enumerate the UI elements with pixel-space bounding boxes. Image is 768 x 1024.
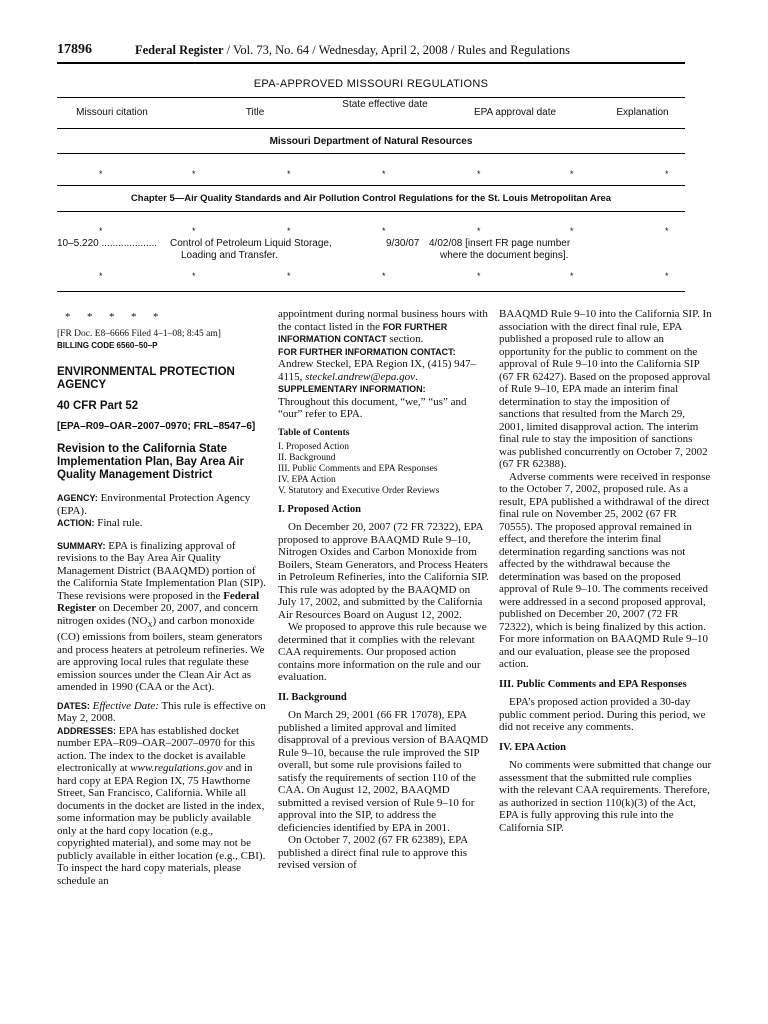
table-title: EPA-APPROVED MISSOURI REGULATIONS bbox=[253, 78, 489, 90]
toc-item[interactable]: II. Background bbox=[278, 452, 336, 463]
billing-code: BILLING CODE 6560–50–P bbox=[57, 340, 158, 350]
page-header bbox=[57, 40, 685, 60]
text-column-1 bbox=[57, 308, 268, 887]
toc-item[interactable]: V. Statutory and Executive Order Reviews bbox=[278, 485, 440, 496]
proposed-paragraph-1: On December 20, 2007 (72 FR 72322), EPA proposed to approve BAAQMD Rule 9–10, Nitrogen Oxides and Carbon Monoxide from Boilers, Steam Generators, and Process Heaters in Petroleum Refineries, into the California SIP. This rule was adopted by the BAAQMD on July 17, 2002, and submitted by the California Air Resources Board on August 12, 2002. bbox=[278, 521, 489, 621]
document-title: Revision to the California State Implementation Plan, Bay Area Air Quality Management District bbox=[57, 443, 245, 481]
addresses-paragraph: ADDRESSES: EPA has established docket number EPA–R09–OAR–2007–0970 for this action. The index to the docket is available electronically at www.regulations.gov and in hard copy at EPA Region IX, 75 Hawthorne Street, San Francisco, California. While all documents in the docket are listed in the index, some information may be publicly available only at the hard copy location (e.g., copyrighted material), and some may not be publicly available in either location (e.g., CBI). To inspect the hard copy materials, please schedule an bbox=[57, 724, 266, 887]
table-stars-row: * * * * * * * bbox=[99, 271, 669, 281]
section-heading-proposed-action: I. Proposed Action bbox=[278, 503, 361, 515]
summary-paragraph: SUMMARY: EPA is finalizing approval of revisions to the Bay Area Air Quality Management District (BAAQMD) portion of the California State Implementation Plan (SIP). These revisions were proposed in the Federal Register on December 20, 2007, and concern nitrogen oxides $(NO_X)$ and carbon monoxide (CO) emissions from boilers, steam generators and process heaters at petroleum refineries. We are approving local rules that regulate these emission sources under the Clean Air Act as amended in 1990 (CAA or the Act). bbox=[57, 539, 266, 694]
docket-reference: [EPA–R09–OAR–2007–0970; FRL–8547–6] bbox=[57, 421, 256, 432]
table-rule-bottom bbox=[57, 291, 685, 292]
row-effective-date: 9/30/07 bbox=[386, 238, 420, 249]
ffic-paragraph: Andrew Steckel, EPA Region IX, (415) 947–4115, steckel.andrew@epa.gov. bbox=[278, 358, 477, 383]
toc-item[interactable]: IV. EPA Action bbox=[278, 474, 336, 485]
row-approval-line1: 4/02/08 [insert FR page number bbox=[429, 238, 571, 249]
row-title-line2: Loading and Transfer. bbox=[181, 250, 278, 261]
supplementary-label: SUPPLEMENTARY INFORMATION: bbox=[278, 384, 426, 394]
department-heading: Missouri Department of Natural Resources bbox=[269, 136, 473, 147]
contact-email-link[interactable]: steckel.andrew@epa.gov bbox=[305, 370, 415, 383]
publication-name: Federal Register bbox=[135, 43, 224, 57]
chapter-heading: Chapter 5—Air Quality Standards and Air Pollution Control Regulations for the St. Louis Metropolitan Area bbox=[130, 193, 612, 204]
agency-line: AGENCY: Environmental Protection Agency (EPA). bbox=[57, 492, 251, 517]
background-continued: BAAQMD Rule 9–10 into the California SIP. In association with the direct final rule, EPA published a proposed rule to allow an opportunity for the public to comment on the approval of Rule 9–10 into the California SIP (67 FR 62427). Based on the proposed approval of Rule 9–10, EPA made an interim final determination to stay the imposition of sanctions that resulted from the March 29, 2001, limited disapproval action. The interim final rule to stay the imposition of sanctions was published concurrently on October 7, 2002 (67 FR 62388). bbox=[499, 308, 712, 470]
background-paragraph-1: On March 29, 2001 (66 FR 17078), EPA published a limited approval and limited disapproval of a previous version of BAAQMD Rule 9–10, because the rule improved the SIP overall, but some rule provisions failed to satisfy the requirements of section 110 of the CAA. On August 12, 2002, BAAQMD submitted a revised version of Rule 9–10 for approval into the SIP, to address the deficiencies identified by EPA in 2001. bbox=[278, 709, 489, 834]
text-column-2 bbox=[278, 308, 489, 872]
page-number: 17896 bbox=[57, 42, 92, 57]
dates-paragraph: DATES: Effective Date: This rule is effective on May 2, 2008. bbox=[57, 699, 266, 725]
table-rule-header bbox=[57, 128, 685, 129]
col-header-explanation: Explanation bbox=[616, 107, 669, 118]
publication-line bbox=[135, 43, 570, 58]
section-heading-public-comments: III. Public Comments and EPA Responses bbox=[499, 678, 687, 690]
publication-details: / Vol. 73, No. 64 / Wednesday, April 2, 2008 / Rules and Regulations bbox=[223, 43, 570, 57]
section-heading-background: II. Background bbox=[278, 691, 347, 703]
col-header-citation: Missouri citation bbox=[76, 107, 148, 118]
table-rule-chapter-bottom bbox=[57, 211, 685, 212]
toc-title: Table of Contents bbox=[278, 427, 350, 438]
row-approval-line2: where the document begins]. bbox=[440, 250, 569, 261]
toc-item[interactable]: III. Public Comments and EPA Responses bbox=[278, 463, 438, 474]
table-stars-row: * * * * * * * bbox=[99, 226, 669, 236]
col-header-approval-date: EPA approval date bbox=[473, 107, 557, 118]
regulations-gov-link[interactable]: www.regulations.gov bbox=[130, 762, 223, 775]
action-line: ACTION: Final rule. bbox=[57, 517, 143, 529]
agency-heading: ENVIRONMENTAL PROTECTION AGENCY bbox=[57, 366, 235, 391]
epa-action-paragraph: No comments were submitted that change our assessment that the submitted rule complies with the relevant CAA requirements. Therefore, as authorized in section 110(k)(3) of the Act, EPA is fully approving this rule into the California SIP. bbox=[499, 759, 712, 834]
comments-paragraph: EPA’s proposed action provided a 30-day public comment period. During this period, we did not receive any comments. bbox=[499, 696, 706, 733]
row-citation: 10–5.220 .................... bbox=[57, 238, 158, 249]
background-paragraph-2: On October 7, 2002 (67 FR 62389), EPA published a direct final rule to approve this revised version of bbox=[278, 834, 468, 871]
header-rule bbox=[57, 62, 685, 64]
table-rule-chapter-top bbox=[57, 185, 685, 186]
ffic-label: FOR FURTHER INFORMATION CONTACT: bbox=[278, 346, 456, 357]
col-header-title: Title bbox=[245, 107, 265, 118]
cfr-part: 40 CFR Part 52 bbox=[57, 400, 139, 412]
text-column-3 bbox=[499, 308, 712, 834]
toc-item[interactable]: I. Proposed Action bbox=[278, 441, 349, 452]
table-of-contents bbox=[278, 442, 489, 497]
proposed-paragraph-2: We proposed to approve this rule because we determined that it complies with the relevant CAA requirements. Our proposed action contains more information on the rule and our evaluation. bbox=[278, 621, 487, 683]
row-title-line1: Control of Petroleum Liquid Storage, bbox=[170, 238, 332, 249]
addresses-continued: appointment during normal business hours with the contact listed in the FOR FURTHER INFORMATION CONTACT section. bbox=[278, 308, 488, 345]
section-heading-epa-action: IV. EPA Action bbox=[499, 741, 566, 753]
background-paragraph-3: Adverse comments were received in response to the October 7, 2002, proposed rule. As a result, EPA published a withdrawal of the direct final rule on November 25, 2002 (67 FR 70555). The proposed approval remained in effect, and therefore the interim final determination regarding sanctions was not affected by the withdrawal because the determination was based on the proposed approval of Rule 9–10. The comments received were addressed in a second proposed approval, published on December 20, 2007 (72 FR 72322), which is being finalized by this action. For more information on BAAQMD Rule 9–10 and our evaluation, please see the proposed action. bbox=[499, 470, 711, 670]
table-rule-top bbox=[57, 97, 685, 98]
section-stars: * * * * * bbox=[65, 311, 159, 323]
col-header-effective-date: State effective date bbox=[342, 99, 428, 110]
table-stars-row: * * * * * * * bbox=[99, 169, 669, 179]
supplementary-paragraph: Throughout this document, “we,” “us” and “our” refer to EPA. bbox=[278, 395, 467, 420]
fr-doc-line: [FR Doc. E8–6666 Filed 4–1–08; 8:45 am] bbox=[57, 328, 221, 339]
table-rule-dept bbox=[57, 153, 685, 154]
